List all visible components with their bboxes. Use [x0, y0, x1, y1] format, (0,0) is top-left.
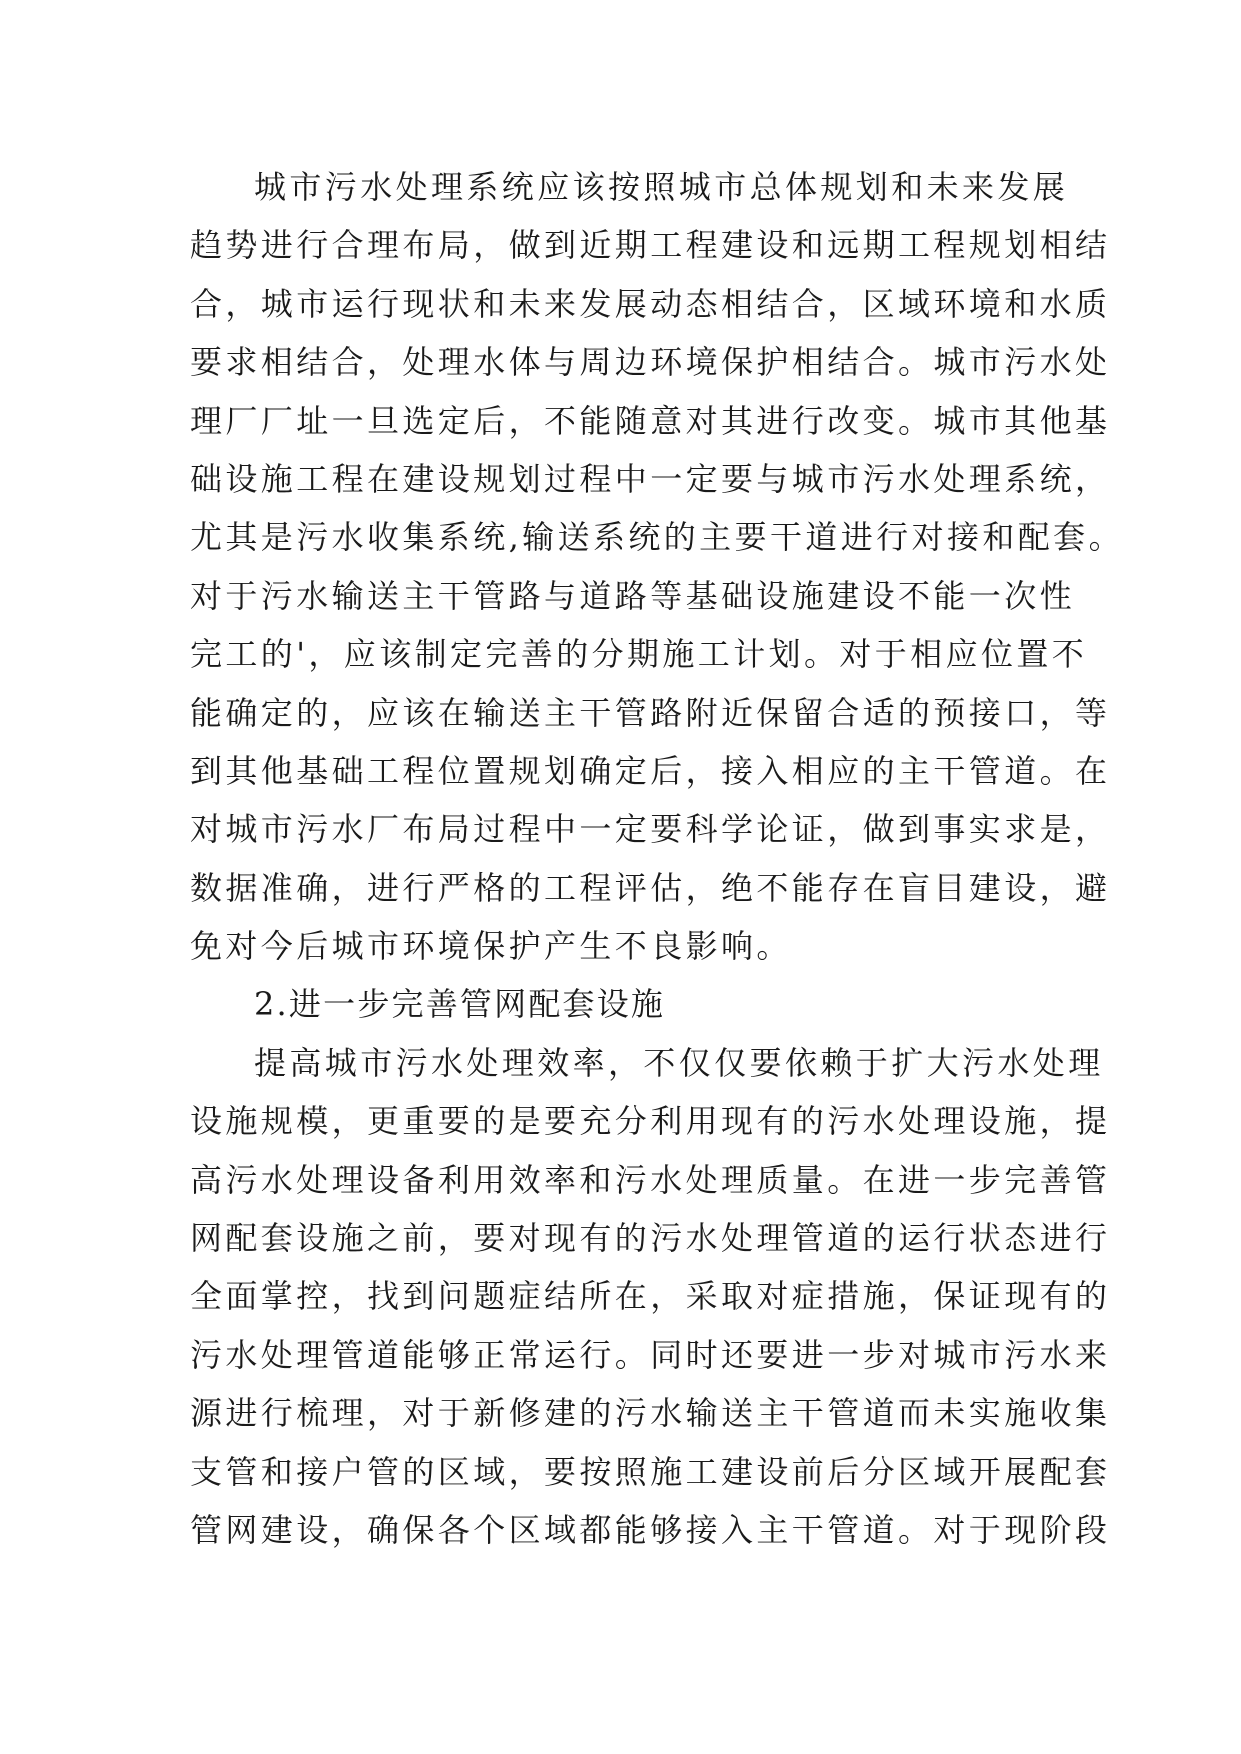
paragraph-1-line-9: 完工的'，应该制定完善的分期施工计划。对于相应位置不 [190, 635, 1088, 674]
paragraph-1-line-11: 到其他基础工程位置规划确定后，接入相应的主干管道。在 [190, 751, 1111, 790]
paragraph-2-line-8: 支管和接户管的区域，要按照施工建设前后分区域开展配套 [190, 1452, 1111, 1491]
document-body [190, 158, 1124, 1559]
paragraph-1-line-8: 对于污水输送主干管路与道路等基础设施建设不能一次性 [190, 576, 1076, 615]
paragraph-1-line-2: 趋势进行合理布局，做到近期工程建设和远期工程规划相结 [190, 226, 1111, 265]
paragraph-1-line-1: 城市污水处理系统应该按照城市总体规划和未来发展 [254, 168, 1069, 206]
paragraph-2-line-6: 污水处理管道能够正常运行。同时还要进一步对城市污水来 [190, 1335, 1111, 1374]
paragraph-2-line-1: 提高城市污水处理效率，不仅仅要依赖于扩大污水处理 [254, 1043, 1104, 1082]
paragraph-1-line-5: 理厂厂址一旦选定后，不能随意对其进行改变。城市其他基 [190, 401, 1111, 440]
paragraph-2-line-9: 管网建设，确保各个区域都能够接入主干管道。对于现阶段 [190, 1510, 1111, 1549]
paragraph-1-line-6: 础设施工程在建设规划过程中一定要与城市污水处理系统， [190, 459, 1111, 498]
paragraph-1-line-10: 能确定的，应该在输送主干管路附近保留合适的预接口，等 [190, 693, 1111, 732]
paragraph-1-line-13: 数据准确，进行严格的工程评估，绝不能存在盲目建设，避 [190, 868, 1111, 907]
paragraph-2-line-5: 全面掌控，找到问题症结所在，采取对症措施，保证现有的 [190, 1277, 1111, 1316]
paragraph-2-line-4: 网配套设施之前，要对现有的污水处理管道的运行状态进行 [190, 1219, 1111, 1258]
section-heading: 2.进一步完善管网配套设施 [254, 985, 666, 1024]
paragraph-1-line-12: 对城市污水厂布局过程中一定要科学论证，做到事实求是， [190, 810, 1111, 849]
paragraph-2-line-7: 源进行梳理，对于新修建的污水输送主干管道而未实施收集 [190, 1394, 1111, 1433]
paragraph-1-line-7: 尤其是污水收集系统,输送系统的主要干道进行对接和配套。 [190, 518, 1124, 557]
paragraph-1-line-3: 合，城市运行现状和未来发展动态相结合，区域环境和水质 [190, 284, 1111, 323]
paragraph-1-line-14: 免对今后城市环境保护产生不良影响。 [190, 927, 792, 966]
paragraph-1-line-4: 要求相结合，处理水体与周边环境保护相结合。城市污水处 [190, 343, 1111, 382]
paragraph-2-line-3: 高污水处理设备利用效率和污水处理质量。在进一步完善管 [190, 1160, 1111, 1199]
paragraph-2-line-2: 设施规模，更重要的是要充分利用现有的污水处理设施，提 [190, 1102, 1111, 1141]
